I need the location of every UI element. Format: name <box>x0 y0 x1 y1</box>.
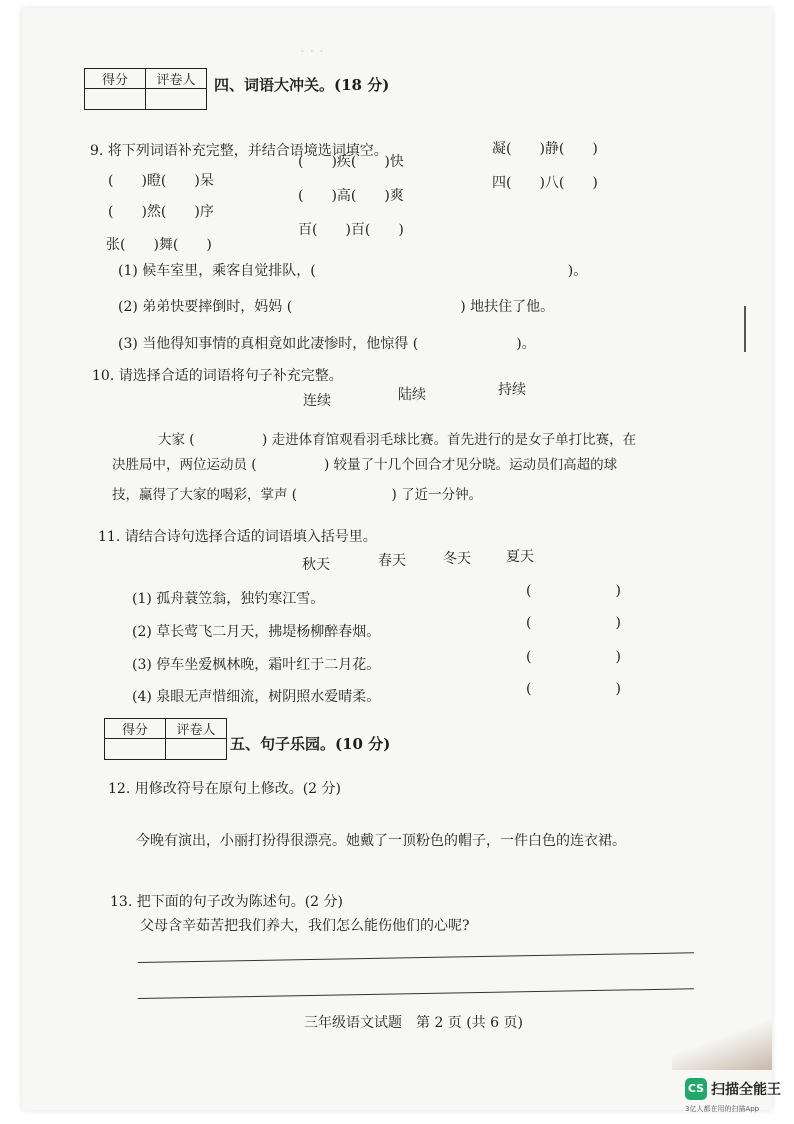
page-corner-shadow <box>672 1020 772 1070</box>
q10-stem: 10. 请选择合适的词语将句子补充完整。 <box>92 368 343 384</box>
q10-option-3: 持续 <box>498 382 526 398</box>
grader-label: 评卷人 <box>146 69 207 89</box>
q9-stem: 9. 将下列词语补充完整，并结合语境选词填空。 <box>90 143 388 159</box>
q11-option-2: 春天 <box>378 553 406 569</box>
camscanner-logo: CS <box>685 1078 707 1100</box>
q10-line-1: 大家 ( ) 走进体育馆观看羽毛球比赛。首先进行的是女子单打比赛，在 <box>158 432 637 448</box>
section5-title: 五、句子乐园。(10 分) <box>230 735 391 753</box>
score-cell <box>105 739 166 760</box>
q9-item-1: (1) 候车室里，乘客自觉排队，( )。 <box>118 263 588 279</box>
q11-option-3: 冬天 <box>443 551 471 567</box>
grader-cell <box>166 739 227 760</box>
q11-blank-4: ( ) <box>526 681 621 697</box>
q11-item-1: (1) 孤舟蓑笠翁，独钓寒江雪。 <box>132 591 325 607</box>
q9-word-3: 张( )舞( ) <box>106 237 212 253</box>
bleed-through-text: · · · <box>300 42 324 60</box>
q13-stem: 13. 把下面的句子改为陈述句。(2 分) <box>110 894 343 910</box>
q10-line-2: 决胜局中，两位运动员 ( ) 较量了十几个回合才见分晓。运动员们高超的球 <box>112 457 618 473</box>
q9-word-8: 四( )八( ) <box>492 175 598 191</box>
q11-option-4: 夏天 <box>506 549 534 565</box>
q13-sentence: 父母含辛茹苦把我们养大，我们怎么能伤他们的心呢? <box>140 918 470 934</box>
grader-cell <box>146 89 207 110</box>
q11-item-4: (4) 泉眼无声惜细流，树阴照水爱晴柔。 <box>132 689 381 705</box>
q9-word-1: ( )瞪( )呆 <box>108 173 214 189</box>
score-table-section4 <box>84 68 207 110</box>
score-cell <box>85 89 146 110</box>
q10-line-3: 技，赢得了大家的喝彩，掌声 ( ) 了近一分钟。 <box>112 487 483 503</box>
margin-mark <box>744 306 746 352</box>
q9-word-7: 凝( )静( ) <box>492 141 598 157</box>
q9-item-3: (3) 当他得知事情的真相竟如此凄惨时，他惊得 ( )。 <box>118 336 536 352</box>
q9-word-5: ( )高( )爽 <box>298 188 404 204</box>
q9-word-6: 百( )百( ) <box>298 222 404 238</box>
q9-word-4: ( )疾( )快 <box>298 154 404 170</box>
q11-blank-2: ( ) <box>526 615 621 631</box>
q9-item-2: (2) 弟弟快要摔倒时，妈妈 ( ) 地扶住了他。 <box>118 299 555 315</box>
camscanner-name: 扫描全能王 <box>711 1082 781 1098</box>
q12-sentence: 今晚有演出，小丽打扮得很漂亮。她戴了一顶粉色的帽子，一件白色的连衣裙。 <box>136 833 626 849</box>
q11-item-2: (2) 草长莺飞二月天，拂堤杨柳醉春烟。 <box>132 624 381 640</box>
q11-blank-1: ( ) <box>526 583 621 599</box>
page-footer: 三年级语文试题 第 2 页 (共 6 页) <box>304 1015 523 1031</box>
score-table-section5 <box>104 718 227 760</box>
section4-title: 四、词语大冲关。(18 分) <box>214 76 390 94</box>
q9-word-2: ( )然( )序 <box>108 204 214 220</box>
grader-label: 评卷人 <box>166 719 227 739</box>
q11-item-3: (3) 停车坐爱枫林晚，霜叶红于二月花。 <box>132 657 381 673</box>
score-label: 得分 <box>85 69 146 89</box>
q11-blank-3: ( ) <box>526 649 621 665</box>
score-label: 得分 <box>105 719 166 739</box>
q12-stem: 12. 用修改符号在原句上修改。(2 分) <box>108 781 341 797</box>
camscanner-tagline: 3亿人都在用的扫描App <box>685 1105 760 1113</box>
q10-option-1: 连续 <box>303 393 331 409</box>
q11-option-1: 秋天 <box>302 557 330 573</box>
q10-option-2: 陆续 <box>398 387 426 403</box>
q11-stem: 11. 请结合诗句选择合适的词语填入括号里。 <box>98 529 377 545</box>
